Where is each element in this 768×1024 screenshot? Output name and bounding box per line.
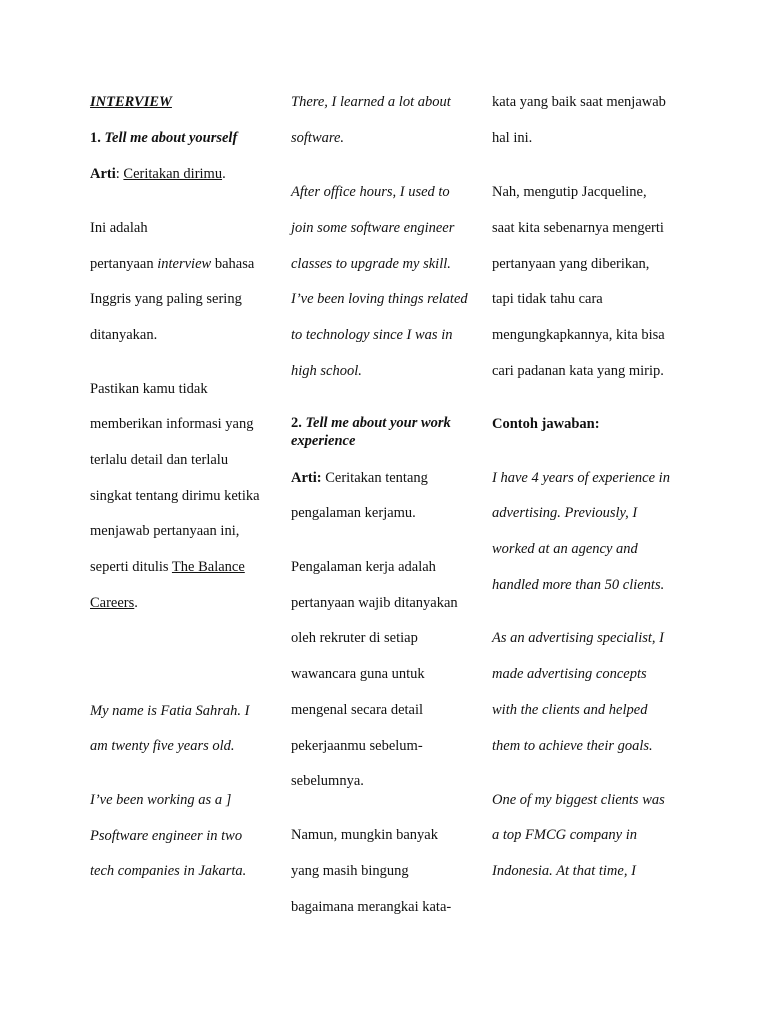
example-line: There, I learned a lot about [291, 94, 451, 110]
example-line: One of my biggest clients was [492, 792, 665, 808]
source-link[interactable]: The Balance [171, 559, 245, 575]
example-line: Psoftware engineer in two [90, 828, 243, 844]
paragraph-line [90, 557, 245, 577]
example-line: worked at an agency and [492, 541, 638, 557]
text-segment: Ceritakan tentang [325, 470, 428, 486]
arti-label: Arti: [291, 470, 322, 486]
paragraph-line: pertanyaan yang diberikan, [492, 256, 650, 272]
example-line: advertising. Previously, I [492, 505, 638, 521]
arti-separator: : [115, 166, 120, 182]
paragraph-line: terlalu detail dan terlalu [90, 452, 229, 468]
arti-end: . [222, 166, 226, 182]
paragraph-line: oleh rekruter di setiap [291, 630, 418, 646]
paragraph-line [90, 593, 138, 613]
translation-line [90, 164, 226, 184]
text-segment: pertanyaan [90, 256, 154, 272]
example-line: am twenty five years old. [90, 738, 235, 754]
translation-line: pengalaman kerjamu. [291, 505, 416, 521]
question-title: Tell me about your work [305, 415, 451, 431]
example-line: handled more than 50 clients. [492, 577, 665, 593]
text-segment-italic: interview [157, 256, 212, 272]
example-line: software. [291, 130, 345, 146]
paragraph-line: yang masih bingung [291, 863, 409, 879]
paragraph-line: ditanyakan. [90, 327, 158, 343]
paragraph-line: pertanyaan wajib ditanyakan [291, 595, 458, 611]
example-line: Indonesia. At that time, I [492, 863, 636, 879]
example-line: tech companies in Jakarta. [90, 863, 247, 879]
paragraph-line: singkat tentang dirimu ketika [90, 488, 260, 504]
paragraph-line: memberikan informasi yang [90, 416, 254, 432]
text-segment: . [134, 595, 138, 611]
question-1-heading [90, 128, 237, 148]
example-line: to technology since I was in [291, 327, 453, 343]
paragraph-line: Nah, mengutip Jacqueline, [492, 184, 647, 200]
section-heading: INTERVIEW [90, 94, 172, 110]
translation-line [291, 468, 428, 488]
paragraph-line: Inggris yang paling sering [90, 291, 242, 307]
paragraph-line: hal ini. [492, 130, 533, 146]
example-line: My name is Fatia Sahrah. I [90, 703, 250, 719]
paragraph-line: menjawab pertanyaan ini, [90, 523, 240, 539]
paragraph-line: cari padanan kata yang mirip. [492, 363, 664, 379]
example-line: join some software engineer [291, 220, 455, 236]
paragraph-line: tapi tidak tahu cara [492, 291, 603, 307]
paragraph-line: Pengalaman kerja adalah [291, 559, 436, 575]
arti-label: Arti [90, 166, 116, 182]
example-line: with the clients and helped [492, 702, 648, 718]
paragraph-line: mengungkapkannya, kita bisa [492, 327, 665, 343]
example-line: classes to upgrade my skill. [291, 256, 451, 272]
example-line: As an advertising specialist, I [492, 630, 664, 646]
paragraph-line: bagaimana merangkai kata- [291, 899, 452, 915]
text-segment: seperti ditulis [90, 559, 169, 575]
paragraph-line: wawancara guna untuk [291, 666, 425, 682]
arti-link[interactable]: Ceritakan dirimu [123, 166, 223, 182]
paragraph-line: Ini adalah [90, 220, 148, 236]
question-title-continued: experience [291, 433, 356, 449]
source-link[interactable]: Careers [90, 595, 135, 611]
example-line: I’ve been working as a ] [90, 792, 232, 808]
question-2-heading [291, 414, 451, 432]
paragraph-line: Namun, mungkin banyak [291, 827, 438, 843]
text-segment: bahasa [214, 256, 255, 272]
example-line: high school. [291, 363, 362, 379]
paragraph-line: Pastikan kamu tidak [90, 381, 208, 397]
example-line: I’ve been loving things related [291, 291, 468, 307]
example-line: a top FMCG company in [492, 827, 637, 843]
question-number: 2. [291, 415, 302, 431]
example-line: I have 4 years of experience in [492, 470, 670, 486]
answer-example-heading: Contoh jawaban: [492, 416, 600, 432]
paragraph-line: sebelumnya. [291, 773, 364, 789]
question-number: 1. [90, 130, 101, 146]
paragraph-line: kata yang baik saat menjawab [492, 94, 666, 110]
paragraph-line: saat kita sebenarnya mengerti [492, 220, 664, 236]
question-title: Tell me about yourself [104, 130, 238, 146]
example-line: them to achieve their goals. [492, 738, 653, 754]
paragraph-line: pekerjaanmu sebelum- [291, 738, 423, 754]
paragraph-line [90, 254, 254, 274]
example-line: After office hours, I used to [291, 184, 450, 200]
example-line: made advertising concepts [492, 666, 647, 682]
paragraph-line: mengenal secara detail [291, 702, 424, 718]
